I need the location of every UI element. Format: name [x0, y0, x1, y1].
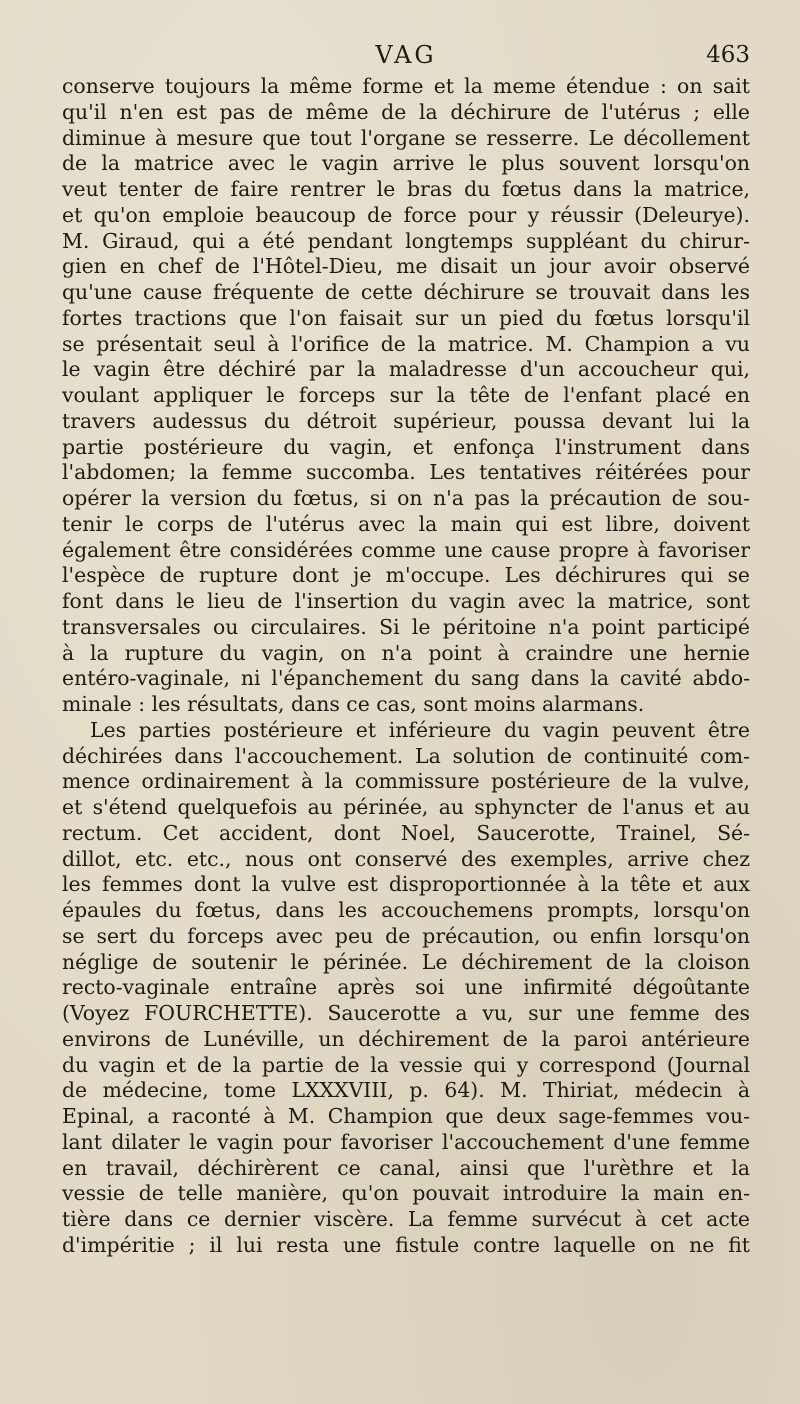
text-line: transversales ou circulaires. Si le péritoine n'a point participé — [62, 614, 750, 639]
text-line: mence ordinairement à la commissure postérieure de la vulve, — [62, 769, 750, 794]
text-line: diminue à mesure que tout l'organe se resserre. Le décollement — [62, 125, 750, 150]
body-text — [62, 74, 750, 1259]
text-line: M. Giraud, qui a été pendant longtemps suppléant du chirur- — [62, 228, 750, 253]
text-line: l'espèce de rupture dont je m'occupe. Les déchirures qui se — [62, 563, 750, 588]
text-line: voulant appliquer le forceps sur la tête de l'enfant placé en — [62, 383, 750, 407]
running-title: VAG — [375, 41, 437, 69]
text-line: tière dans ce dernier viscère. La femme survécut à cet acte — [62, 1207, 750, 1231]
text-line: entéro-vaginale, ni l'épanchement du sang dans la cavité abdo- — [62, 666, 750, 691]
text-line: de médecine, tome LXXXVIII, p. 64). M. Thiriat, médecin à — [62, 1078, 750, 1103]
text-line: font dans le lieu de l'insertion du vagin avec la matrice, sont — [62, 589, 750, 613]
running-head — [62, 40, 750, 70]
text-line: l'abdomen; la femme succomba. Les tentatives réitérées pour — [62, 460, 750, 485]
text-line: partie postérieure du vagin, et enfonça l'instrument dans — [62, 434, 750, 459]
text-line: tenir le corps de l'utérus avec la main qui est libre, doivent — [62, 511, 750, 536]
text-line: le vagin être déchiré par la maladresse d'un accoucheur qui, — [62, 357, 750, 382]
text-line: lant dilater le vagin pour favoriser l'accouchement d'une femme — [62, 1129, 750, 1154]
text-line: néglige de soutenir le périnée. Le déchirement de la cloison — [62, 949, 750, 974]
text-line: du vagin et de la partie de la vessie qui y correspond (Journal — [62, 1052, 750, 1077]
text-line: se sert du forceps avec peu de précaution, ou enfin lorsqu'on — [62, 923, 750, 948]
text-line: rectum. Cet accident, dont Noel, Saucerotte, Trainel, Sé- — [62, 820, 750, 845]
text-line: de la matrice avec le vagin arrive le plus souvent lorsqu'on — [62, 151, 750, 176]
text-line: recto-vaginale entraîne après soi une infirmité dégoûtante — [62, 975, 750, 1000]
text-line: gien en chef de l'Hôtel-Dieu, me disait un jour avoir observé — [62, 254, 750, 279]
text-line: fortes tractions que l'on faisait sur un pied du fœtus lorsqu'il — [62, 305, 750, 330]
text-line: les femmes dont la vulve est disproportionnée à la tête et aux — [62, 872, 750, 897]
text-line: d'impéritie ; il lui resta une fistule contre laquelle on ne fit — [62, 1232, 750, 1257]
text-line: dillot, etc. etc., nous ont conservé des exemples, arrive chez — [62, 846, 750, 871]
text-line: se présentait seul à l'orifice de la matrice. M. Champion a vu — [62, 331, 750, 356]
text-line: Epinal, a raconté à M. Champion que deux sage-femmes vou- — [62, 1104, 750, 1128]
text-line: et qu'on emploie beaucoup de force pour y réussir (Deleurye). — [62, 202, 750, 227]
text-line: travers audessus du détroit supérieur, poussa devant lui la — [62, 408, 750, 433]
text-line: (Voyez FOURCHETTE). Saucerotte a vu, sur une femme des — [62, 1001, 750, 1025]
text-line: également être considérées comme une cause propre à favoriser — [62, 537, 750, 562]
text-line: qu'il n'en est pas de même de la déchirure de l'utérus ; elle — [62, 99, 750, 124]
text-line: veut tenter de faire rentrer le bras du fœtus dans la matrice, — [62, 177, 750, 201]
text-line: opérer la version du fœtus, si on n'a pas la précaution de sou- — [62, 486, 750, 510]
page-number: 463 — [706, 42, 750, 68]
text-line: déchirées dans l'accouchement. La solution de continuité com- — [62, 743, 750, 768]
text-line: conserve toujours la même forme et la meme étendue : on sait — [62, 74, 750, 98]
text-line: vessie de telle manière, qu'on pouvait introduire la main en- — [62, 1181, 750, 1206]
text-line: à la rupture du vagin, on n'a point à craindre une hernie — [62, 640, 750, 665]
text-line: environs de Lunéville, un déchirement de la paroi antérieure — [62, 1026, 750, 1051]
paragraph-start-line: Les parties postérieure et inférieure du vagin peuvent être — [90, 717, 750, 742]
text-line: épaules du fœtus, dans les accouchemens prompts, lorsqu'on — [62, 898, 750, 922]
text-line: minale : les résultats, dans ce cas, sont moins alarmans. — [62, 692, 645, 716]
text-line: qu'une cause fréquente de cette déchirure se trouvait dans les — [62, 280, 750, 304]
text-line: et s'étend quelquefois au périnée, au sphyncter de l'anus et au — [62, 795, 750, 819]
text-line: en travail, déchirèrent ce canal, ainsi que l'urèthre et la — [62, 1155, 750, 1180]
